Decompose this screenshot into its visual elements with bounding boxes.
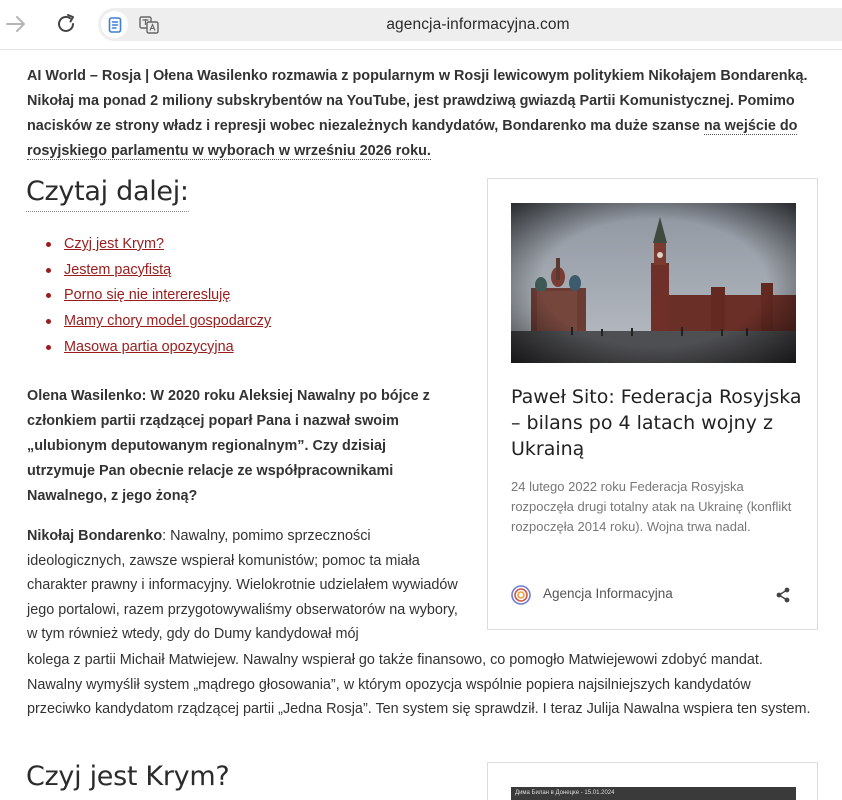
interview-answer — [27, 524, 472, 647]
card-excerpt: 24 lutego 2022 roku Federacja Rosyjska rozpoczęła drugi totalny atak na Ukrainę (konflikt rozpoczęła 2014 roku). Wojna trwa nadal. — [511, 479, 792, 534]
read-more-list — [46, 232, 271, 361]
url-text[interactable]: agencja-informacyjna.com — [386, 16, 570, 33]
related-article-card[interactable] — [487, 178, 818, 630]
read-more-link-opposition[interactable]: Masowa partia opozycyjna — [64, 338, 234, 355]
image-caption: Дима Билан в Донецке - 15.01.2024 — [515, 790, 615, 796]
address-bar[interactable] — [98, 8, 842, 41]
read-more-heading: Czytaj dalej: — [26, 176, 189, 212]
list-item — [46, 232, 271, 258]
interview-answer-continued: kolega z partii Michaił Matwiejew. Nawalny wspierał go także finansowo, co pomogło Matwiejewowi zdobyć mandat. Nawalny wymyślił system „mądrego głosowania”, w którym opozycja wspólnie popiera najsilniejszych kandydatów przeciwko kandydatom rządzącej partii „Jedna Rosja”. Ten system się sprawdził. I teraz Julija Nawalna wspiera ten system. — [27, 652, 811, 718]
concert-photo[interactable] — [511, 787, 796, 800]
list-item — [46, 335, 271, 361]
section-heading-crimea: Czyj jest Krym? — [26, 761, 230, 792]
card-source[interactable]: Agencja Informacyjna — [543, 586, 673, 601]
reload-icon[interactable] — [52, 10, 80, 38]
interview-question: Olena Wasilenko: W 2020 roku Aleksiej Nawalny po bójce z członkiem partii rządzącej poparł Pana i nazwał swoim „ulubionym deputowanym regionalnym”. Czy dzisiaj utrzymuje Pan obecnie relacje ze współpracownikami Nawalnego, z jego żoną? — [27, 388, 430, 504]
share-icon[interactable] — [774, 586, 792, 604]
agencja-logo-icon — [511, 585, 531, 605]
card-title[interactable]: Paweł Sito: Federacja Rosyjska – bilans po 4 latach wojny z Ukrainą — [511, 386, 802, 460]
read-more-link-economy[interactable]: Mamy chory model gospodarczy — [64, 313, 272, 330]
related-article-card-2[interactable] — [487, 762, 818, 800]
list-item — [46, 283, 271, 309]
forward-arrow-icon[interactable] — [2, 10, 30, 38]
list-item — [46, 309, 271, 335]
read-more-link-crimea[interactable]: Czyj jest Krym? — [64, 236, 164, 252]
kremlin-photo[interactable] — [511, 203, 796, 363]
answer-text: : Nawalny, pomimo sprzeczności ideologicznych, zawsze wspierał komunistów; pomoc ta miała charakter prawny i informacyjny. Wielokrotnie udzielałem wywiadów jego portalowi, razem przygotowywaliśmy obserwatorów na wybory, w tym również wtedy, gdy do Dumy kandydował mój — [27, 528, 458, 643]
lead-text: AI World – Rosja | Ołena Wasilenko rozmawia z popularnym w Rosji lewicowym politykiem Nikołajem Bondarenką. Nikołaj ma ponad 2 miliony subskrybentów na YouTube, jest prawdziwą gwiazdą Partii Komunistycznej. Pomimo nacisków ze strony władz i represji wobec niezależnych kandydatów, Bondarenko ma duże szanse — [27, 68, 808, 134]
lead-link[interactable]: na wejście do rosyjskiego parlamentu w wyborach w wrześniu 2026 roku. — [27, 118, 798, 159]
card-footer — [511, 583, 796, 607]
read-more-link-porno[interactable]: Porno się nie intereresluję — [64, 287, 231, 304]
browser-toolbar — [0, 0, 842, 50]
read-more-link-pacifist[interactable]: Jestem pacyfistą — [64, 261, 172, 278]
answer-speaker: Nikołaj Bondarenko — [27, 528, 163, 544]
article-lead — [27, 64, 817, 164]
list-item — [46, 258, 271, 284]
